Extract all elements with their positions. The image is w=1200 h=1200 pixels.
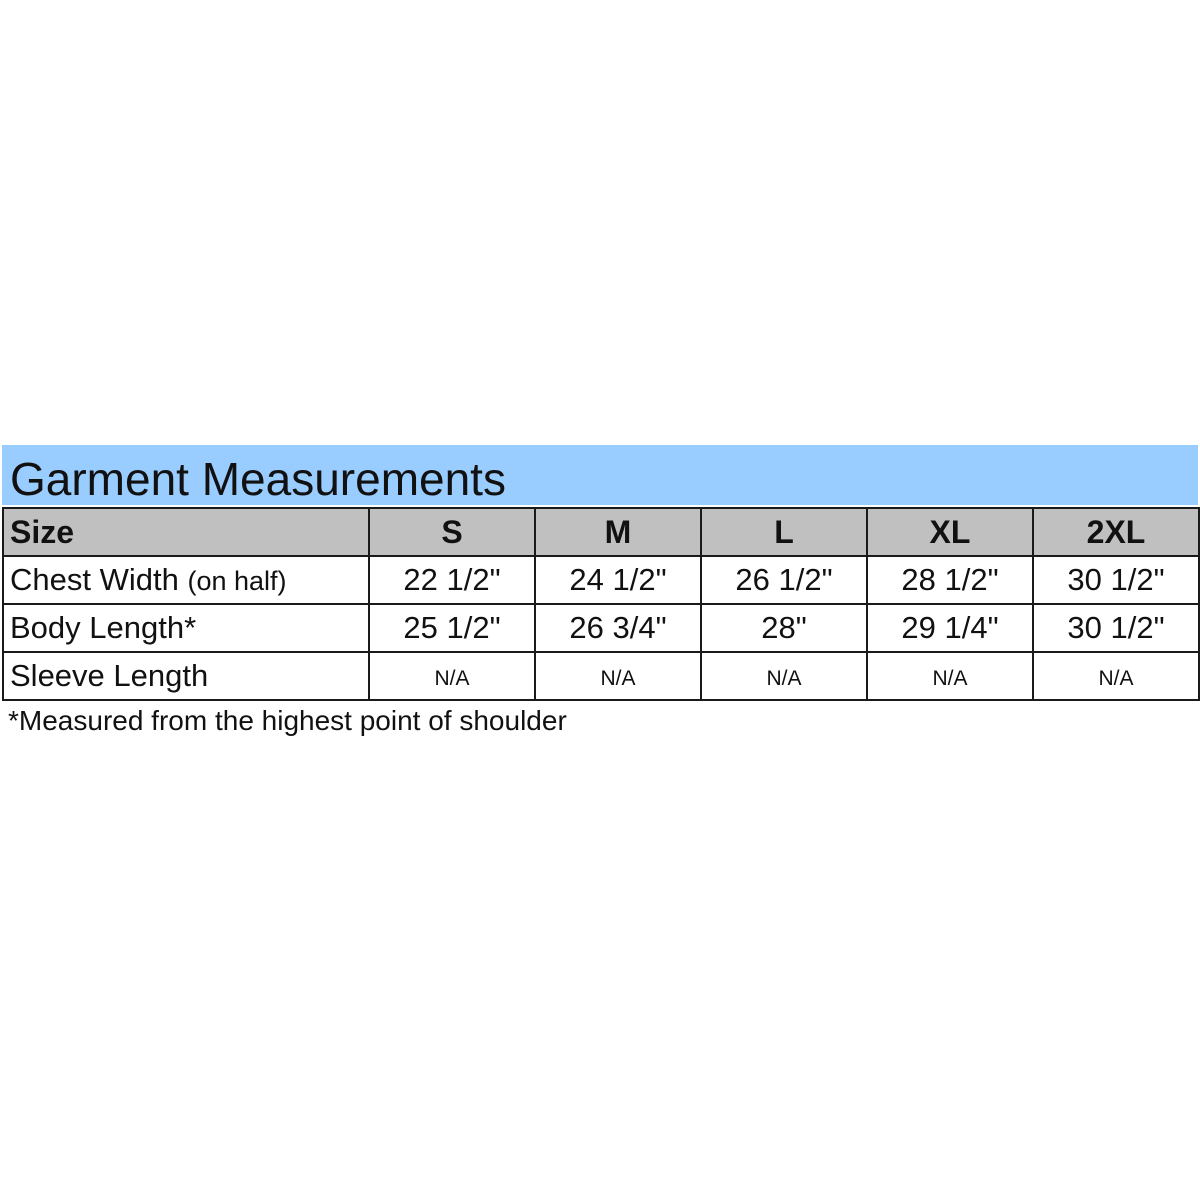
size-2xl-header: 2XL (1033, 508, 1199, 556)
row-label-chest-width (3, 556, 369, 604)
table-cell: 30 1/2" (1033, 556, 1199, 604)
table-cell: 25 1/2" (369, 604, 535, 652)
chart-title: Garment Measurements (10, 453, 506, 505)
garment-measurements-chart (2, 445, 1198, 737)
table-cell: N/A (369, 652, 535, 700)
size-table (2, 507, 1200, 701)
table-cell: 26 1/2" (701, 556, 867, 604)
table-cell: N/A (701, 652, 867, 700)
size-header: Size (3, 508, 369, 556)
size-s-header: S (369, 508, 535, 556)
table-cell: 26 3/4" (535, 604, 701, 652)
table-cell: N/A (867, 652, 1033, 700)
table-cell: 22 1/2" (369, 556, 535, 604)
table-cell: 28 1/2" (867, 556, 1033, 604)
table-row (3, 604, 1199, 652)
chest-width-note: (on half) (187, 566, 287, 596)
chest-width-label: Chest Width (10, 562, 179, 597)
row-label-sleeve-length: Sleeve Length (3, 652, 369, 700)
table-cell: 30 1/2" (1033, 604, 1199, 652)
table-cell: 24 1/2" (535, 556, 701, 604)
table-cell: N/A (1033, 652, 1199, 700)
table-cell: N/A (535, 652, 701, 700)
header-row (3, 508, 1199, 556)
title-bar (2, 445, 1198, 505)
size-xl-header: XL (867, 508, 1033, 556)
row-label-body-length: Body Length* (3, 604, 369, 652)
footnote: *Measured from the highest point of shoulder (8, 705, 567, 736)
size-l-header: L (701, 508, 867, 556)
table-row (3, 556, 1199, 604)
table-cell: 29 1/4" (867, 604, 1033, 652)
size-m-header: M (535, 508, 701, 556)
table-cell: 28" (701, 604, 867, 652)
table-row (3, 652, 1199, 700)
